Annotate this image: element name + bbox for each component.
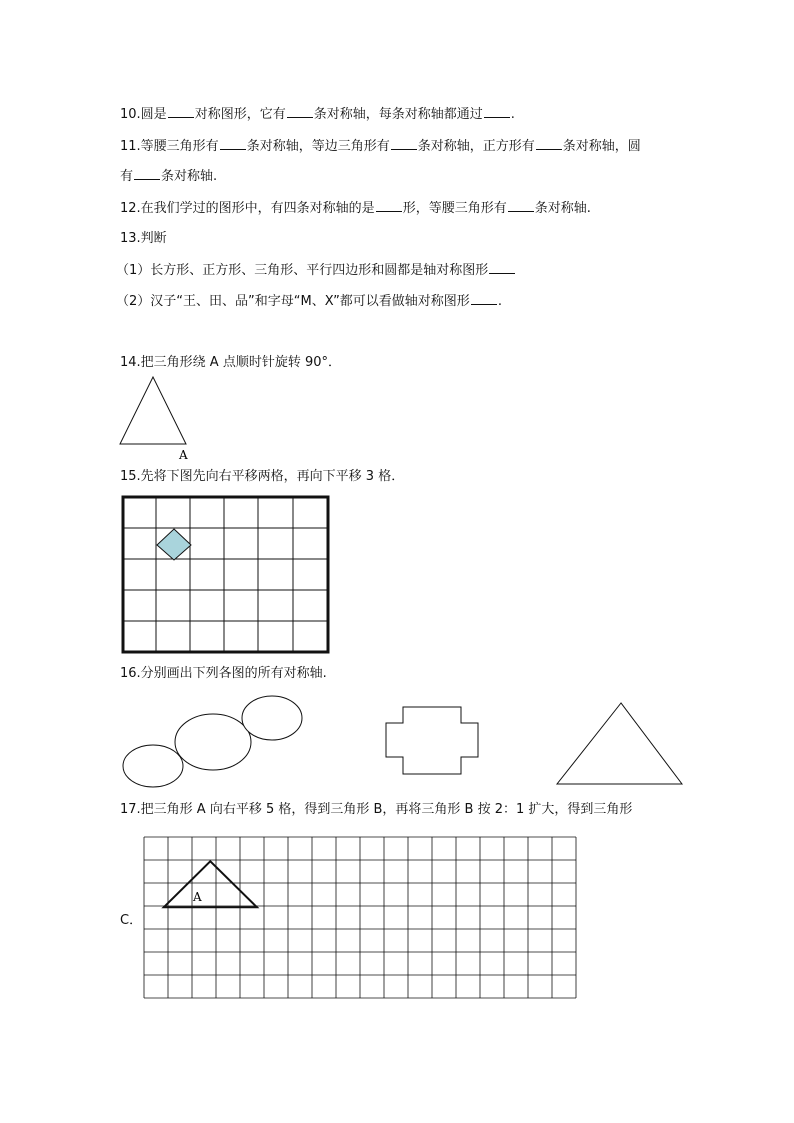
grid-figure-17 bbox=[143, 836, 579, 1002]
answer-blank[interactable] bbox=[391, 136, 417, 150]
answer-blank[interactable] bbox=[376, 198, 402, 212]
grid-figure bbox=[120, 494, 332, 656]
question-11-line2: 有 条对称轴. bbox=[120, 166, 217, 186]
question-15: 15.先将下图先向右平移两格，再向下平移 3 格． bbox=[120, 469, 405, 484]
question-16: 16.分别画出下列各图的所有对称轴. bbox=[120, 666, 327, 681]
large-triangle-figure bbox=[554, 700, 686, 788]
large-triangle bbox=[557, 703, 682, 784]
point-a-label: A bbox=[179, 448, 188, 462]
question-14: 14.把三角形绕 A 点顺时针旋转 90°． bbox=[120, 355, 342, 370]
question-13-title: 13.判断 bbox=[120, 231, 167, 246]
question-17: 17.把三角形 A 向右平移 5 格，得到三角形 B，再将三角形 B 按 2：1 扩大，得到三角形 bbox=[120, 802, 633, 817]
triangle-a-label: A bbox=[193, 890, 202, 904]
ellipse-small-right bbox=[242, 696, 302, 740]
answer-blank[interactable] bbox=[471, 291, 497, 305]
answer-blank[interactable] bbox=[508, 198, 534, 212]
triangle-figure bbox=[116, 372, 196, 462]
question-10: 10.圆是 对称图形，它有 条对称轴，每条对称轴都通过 . bbox=[120, 104, 515, 124]
answer-blank[interactable] bbox=[134, 166, 160, 180]
question-11: 11.等腰三角形有 条对称轴，等边三角形有 条对称轴，正方形有 条对称轴，圆 bbox=[120, 136, 641, 156]
question-13-item-2: （2）汉子“王、田、品”和字母“M、X”都可以看做轴对称图形 . bbox=[116, 291, 502, 311]
question-13-item-1: （1）长方形、正方形、三角形、平行四边形和圆都是轴对称图形 bbox=[116, 260, 516, 280]
cross-shape bbox=[386, 707, 478, 774]
ellipses-figure bbox=[118, 692, 308, 792]
grid-lines bbox=[144, 837, 576, 998]
answer-blank[interactable] bbox=[536, 136, 562, 150]
ellipse-small-left bbox=[123, 745, 183, 787]
grid-border bbox=[123, 497, 328, 652]
answer-blank[interactable] bbox=[168, 104, 194, 118]
answer-blank[interactable] bbox=[484, 104, 510, 118]
ellipse-large-middle bbox=[175, 714, 251, 770]
answer-blank[interactable] bbox=[220, 136, 246, 150]
answer-blank[interactable] bbox=[287, 104, 313, 118]
answer-blank[interactable] bbox=[489, 260, 515, 274]
triangle bbox=[120, 377, 186, 444]
triangle-a bbox=[164, 861, 257, 907]
question-12: 12.在我们学过的图形中，有四条对称轴的是 形，等腰三角形有 条对称轴. bbox=[120, 198, 591, 218]
question-17-tail: C． bbox=[120, 913, 143, 928]
cross-shape-figure bbox=[383, 705, 483, 777]
diamond-shape bbox=[157, 529, 191, 560]
